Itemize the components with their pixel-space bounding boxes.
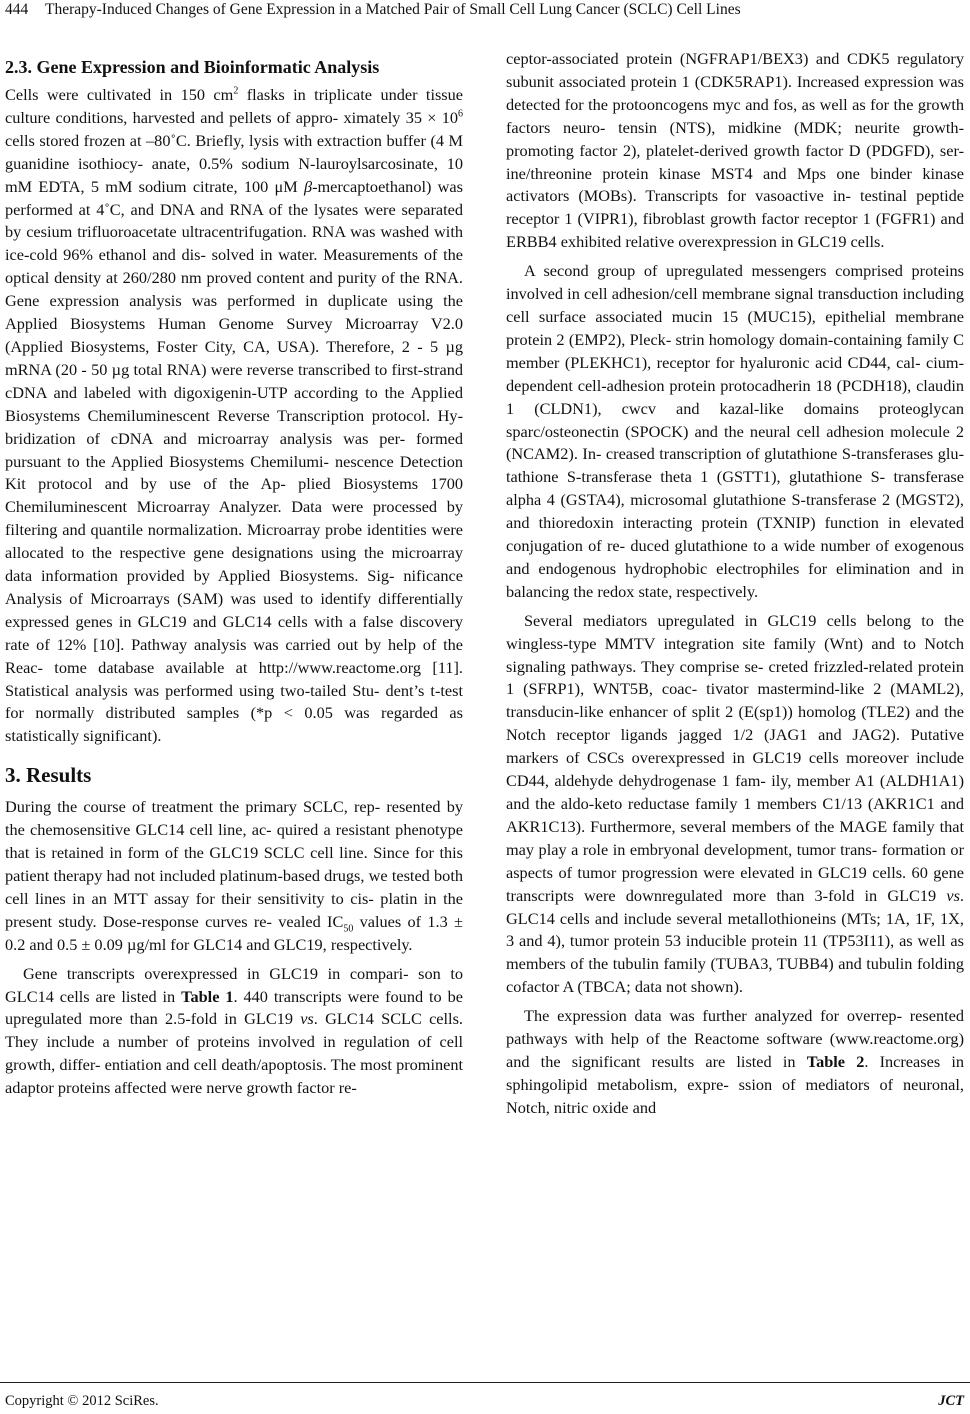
section-heading-results: 3. Results <box>5 763 92 788</box>
right-column <box>506 48 964 1120</box>
journal-abbrev: JCT <box>938 1393 964 1409</box>
table-2-reference: Table 2 <box>806 1051 865 1071</box>
page-number: 444 <box>5 1 29 18</box>
results-paragraph-2-continued: ceptor-associated protein (NGFRAP1/BEX3) and CDK5 regulatory subunit associated protein 1 (CDK5RAP1). Increased expression was detected for the protooncogens myc and fos, as well as for the growth factors neuro- tensin (NTS), midkine (MDK; neurite growth-promoting factor 2), platelet-derived growth factor D (PDGFD), ser- ine/threonine protein kinase MST4 and Mps one binder kinase activators (MOBs). Transcripts for vasoactive in- testinal peptide receptor 1 (VIPR1), fibroblast growth factor receptor 1 (FGFR1) and ERBB4 exhibited relative overexpression in GLC19 cells. <box>506 49 964 252</box>
results-paragraph-3: A second group of upregulated messengers comprised proteins involved in cell adhesion/cell membrane signal transduction including cell surface associated mucin 15 (MUC15), epithelial membrane protein 2 (EMP2), Pleck- strin homology domain-containing family C member (PLEKHC1), receptor for hyaluronic acid CD44, cal- cium-dependent cell-adhesion protein protocadherin 18 (PCDH18), claudin 1 (CLDN1), cwcv and kazal-like domains proteoglycan sparc/osteonectin (SPOCK) and the neural cell adhesion molecule 2 (NCAM2). In- creased transcription of glutathione S-transferases glu- tathione S-transferase theta 1 (GSTT1), glutathione S- transferase alpha 4 (GSTA4), microsomal glutathione S-transferase 2 (MGST2), and thioredoxin interacting protein (TXNIP) function in elevated conjugation of re- duced glutathione to a wide number of exogenous and endogenous hydrophobic electrophiles for elimination and in balancing the redox state, respectively. <box>506 261 964 601</box>
results-paragraph-4: Several mediators upregulated in GLC19 cells belong to the wingless-type MMTV integration site family (Wnt) and to Notch signaling pathways. They comprise se- creted frizzled-related protein 1 (SFRP1), WNT5B, coac- tivator mastermind-like 2 (MAML2), transducin-like enhancer of split 2 (E(sp1)) homolog (TLE2) and the Notch receptor ligands jagged 1/2 (JAG1 and JAG2). Putative markers of CSCs overexpressed in GLC19 cells moreover include CD44, aldehyde dehydrogenase 1 fam- ily, member A1 (ALDH1A1) and the aldo-keto reductase family 1 members C1/13 (AKR1C1 and AKR1C13). Furthermore, several members of the MAGE family that may play a role in embryonal development, tumor trans- formation or aspects of tumor progression were elevated in GLC19 cells. 60 gene transcripts were downregulated more than 3-fold in GLC19 vs. GLC14 cells and include several metallothioneins (MTs; 1A, 1F, 1X, 3 and 4), tumor protein 53 inducible protein 11 (TP53I11), as well as members of the tubulin family (TUBA3, TUBB4) and tubulin folding cofactor A (TBCA; data not shown). <box>506 610 964 997</box>
left-column <box>5 48 463 1100</box>
results-paragraph-2: Gene transcripts overexpressed in GLC19 in compari- son to GLC14 cells are listed in Table 1. 440 transcripts were found to be upregulated more than 2.5-fold in GLC19 vs. GLC14 SCLC cells. They include a number of proteins involved in regulation of cell growth, differ- entiation and cell death/apoptosis. The most prominent adaptor proteins affected were nerve growth factor re- <box>5 963 463 1098</box>
page-footer <box>0 1382 970 1409</box>
page-header <box>0 0 970 26</box>
results-paragraph-5: The expression data was further analyzed for overrep- resented pathways with help of the Reactome software (www.reactome.org) and the significant results are listed in Table 2. Increases in sphingolipid metabolism, expre- ssion of mediators of neuronal, Notch, nitric oxide and <box>506 1006 964 1117</box>
table-1-reference: Table 1 <box>181 986 234 1006</box>
section-heading-2-3: 2.3. Gene Expression and Bioinformatic Analysis <box>5 57 380 77</box>
copyright-notice: Copyright © 2012 SciRes. <box>5 1393 159 1409</box>
results-paragraph-1: During the course of treatment the primary SCLC, rep- resented by the chemosensitive GLC14 cell line, ac- quired a resistant phenotype that is retained in form of the GLC19 SCLC cell line. Since for this patient therapy had not included platinum-based drugs, we tested both cell lines in an MTT assay for their sensitivity to cis- platin in the present study. Dose-response curves re- vealed $IC_{50}$ values of 1.3 ± 0.2 and 0.5 ± 0.09 µg/ml for GLC14 and GLC19, respectively. <box>5 797 463 954</box>
methods-paragraph: Cells were cultivated in 150 $cm^2$ flasks in triplicate under tissue culture conditions, harvested and pellets of appro- ximately $35 \times 10^6$ cells stored frozen at –80˚C. Briefly, lysis with extraction buffer (4 M guanidine isothiocy- anate, 0.5% sodium N-lauroylsarcosinate, 10 mM EDTA, 5 mM sodium citrate, 100 μM β-mercaptoethanol) was performed at 4˚C, and DNA and RNA of the lysates were separated by cesium trifluoroacetate ultracentrifugation. RNA was washed with ice-cold 96% ethanol and dis- solved in water. Measurements of the optical density at 260/280 nm proved content and purity of the RNA. Gene expression analysis was performed in duplicate using the Applied Biosystems Human Genome Survey Microarray V2.0 (Applied Biosystems, Foster City, CA, USA). Therefore, 2 - 5 µg mRNA (20 - 50 µg total RNA) were reverse transcribed to first-strand cDNA and labeled with digoxigenin-UTP according to the Applied Biosystems Chemiluminescent Reverse Transcription protocol. Hy- bridization of cDNA and microarray analysis was per- formed pursuant to the Applied Biosystems Chemilumi- nescence Detection Kit protocol and by use of the Ap- plied Biosystems 1700 Chemiluminescent Microarray Analyzer. Data were processed by filtering and quantile normalization. Microarray probe identities were allocated to the respective gene designations using the microarray data information provided by Applied Biosystems. Sig- nificance Analysis of Microarrays (SAM) was used to identify differentially expressed genes in GLC19 and GLC14 cells with a false discovery rate of 12% [10]. Pathway analysis was carried out by help of the Reac- tome database available at http://www.reactome.org [11]. Statistical analysis was performed using two-tailed Stu- dent’s t-test for normally distributed samples (*p < 0.05 was regarded as statistically significant). <box>5 85 464 746</box>
running-title: Therapy-Induced Changes of Gene Expression in a Matched Pair of Small Cell Lung Cancer (SCLC) Cell Lines <box>45 1 741 18</box>
